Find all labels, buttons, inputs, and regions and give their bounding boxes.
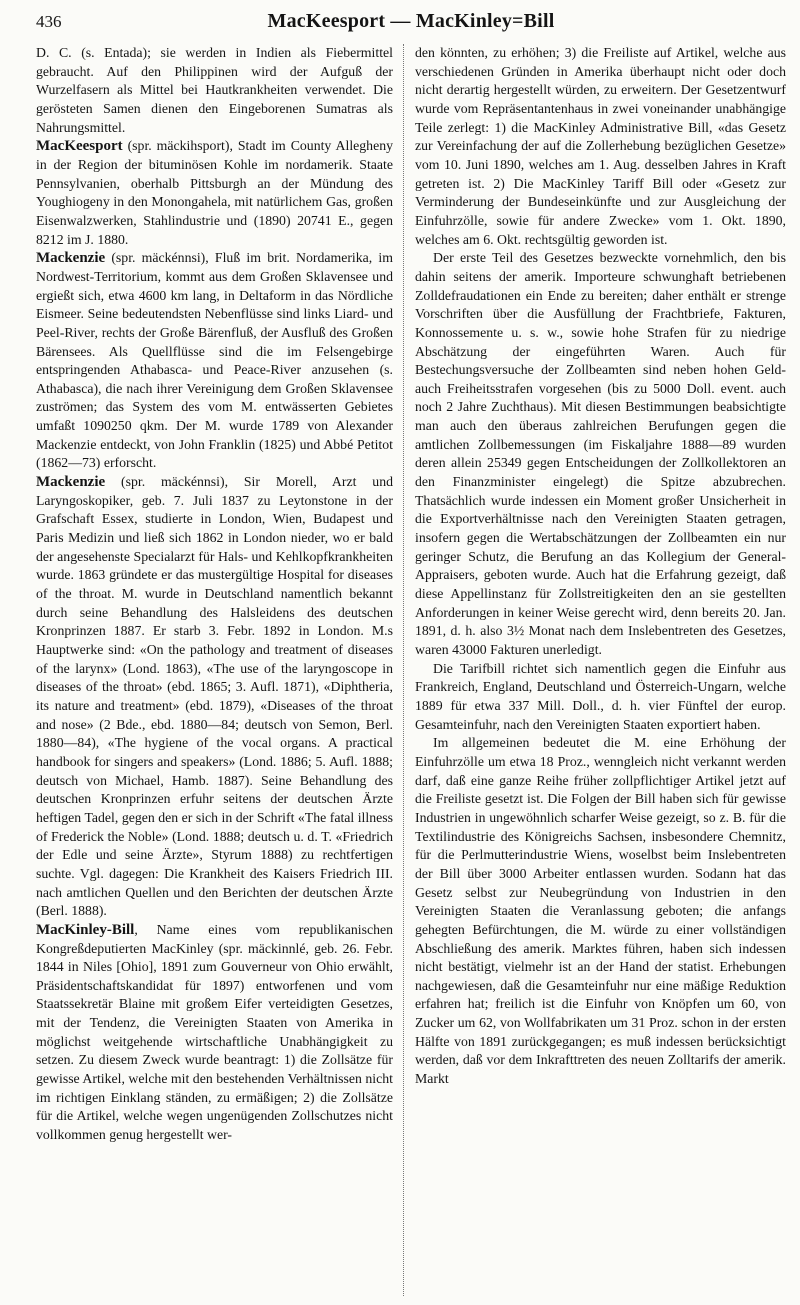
- entry-text: , Name eines vom republikanischen Kongreßdeputierten MacKinley (spr. mäckinnlé, geb. 26. Febr. 1844 in Niles [Ohio], 1891 zum Gouverneur von Ohio erwählt, Präsidentschaftskandidat für 1897) entworfenen und vom Staatssekretär Blaine mit großem Eifer verteidigten Gesetzes, mit der Tendenz, die Vereinigten Staaten von Amerika in möglichst weitgehende wirtschaftliche Unabhängigkeit zu setzen. Zu diesem Zweck wurde beantragt: 1) die Zollsätze für gewisse Artikel, welche mit den bestehenden Verhältnissen nicht im richtigen Einklang ständen, zu ermäßigen; 2) die Zollsätze für die Artikel, welche wegen ungenügenden Zollschutzes nicht vollkommen genug hergestellt wer-: [36, 921, 393, 1143]
- entry-text: (spr. mäckihsport), Stadt im County Allegheny in der Region der bituminösen Kohle im nordamerik. Staate Pennsylvanien, oberhalb Pittsburgh an der Mündung des Youghiogeny in den Monongahela, mit natürlichem Gas, großen Eisenwalzwerken, Stahlindustrie und (1890) 20741 E., gegen 8212 im J. 1880.: [36, 138, 393, 247]
- dictionary-entry: [36, 921, 393, 1145]
- entry-headword: MacKeesport: [36, 138, 123, 155]
- right-column: [415, 44, 786, 1296]
- paragraph: Der erste Teil des Gesetzes bezweckte vornehmlich, den bis dahin seitens der amerik. Importeure schwunghaft betriebenen Zolldefraudationen ein Ende zu bereiten; daher enthält er strenge Vorschriften über die Ausfüllung der Frachtbriefe, Fakturen, Konnossemente u. s. w., sowie hohe Strafen für zu niedrige Abschätzung der eingeführten Waren. Auch für Bestechungsversuche der Zollbeamten sind neben hohen Geld- auch Freiheitsstrafen vorgesehen (bis zu 5000 Doll. event. auch noch 2 Jahre Zuchthaus). Mit diesen Bestimmungen beabsichtigte man auch den überaus zahlreichen Berufungen gegen die amtlichen Zollbemessungen (im Fiskaljahre 1888—89 wurden deren allein 25349 gegen Entscheidungen der Zollkollektoren an den Finanzminister eingelegt) die Spitze abzubrechen. Thatsächlich wurde indessen ein Moment großer Unsicherheit in die Exportverhältnisse nach den Vereinigten Staaten getragen, insofern gegen die Wertabschätzungen der Zollbeamten ein nur geringer Schutz, die Berufung an das Kollegium der General-Appraisers, geboten wurde. Auch hat die Erfahrung gezeigt, daß diese Appellinstanz für Zollstreitigkeiten den an sie gestellten Anforderungen in keiner Weise gerecht wird, denn bereits 20. Jan. 1891, d. h. also 3½ Monat nach dem Inslebentreten des Gesetzes, waren 43000 Fakturen unerledigt.: [415, 250, 786, 657]
- entry-headword: Mackenzie: [36, 474, 106, 491]
- paragraph: Die Tarifbill richtet sich namentlich gegen die Einfuhr aus Frankreich, England, Deutschland und Österreich-Ungarn, welche 1889 für etwa 337 Mill. Doll., d. h. vier Fünftel der europ. Gesamteinfuhr, nach den Vereinigten Staaten exportiert haben.: [415, 660, 786, 732]
- entry-text: (spr. mäckénnsi), Fluß im brit. Nordamerika, im Nordwest-Territorium, kommt aus dem Großen Sklavensee und ergießt sich, etwa 4600 km lang, in Deltaform in das Nördliche Eismeer. Seine bedeutendsten Nebenflüsse sind links Liard- und Peel-River, rechts der Große Bärenfluß, der Ausfluß des Großen Bärensees. Als Quellflüsse sind die im Felsengebirge entspringenden Athabasca- und Peace-River anzusehen (s. Athabasca), die nach ihrer Vereinigung dem Großen Sklavensee zuströmen; das System des vom M. entwässerten Gebietes umfaßt 1090250 qkm. Der M. wurde 1789 von Alexander Mackenzie entdeckt, von John Franklin (1825) und Abbé Petitot (1862—73) erforscht.: [36, 250, 393, 471]
- page-header: [36, 6, 786, 40]
- paragraph: Im allgemeinen bedeutet die M. eine Erhöhung der Einfuhrzölle um etwa 18 Proz., wenngleich nicht verkannt werden darf, daß eine ganze Reihe früher zollpflichtiger Artikel jetzt auf die Freiliste gesetzt ist. Die Folgen der Bill haben sich für gewisse Industrien in ungewöhnlich scharfer Weise gezeigt, so z. B. für die Textilindustrie des Königreichs Sachsen, insbesondere Chemnitz, für die Perlmutterindustrie Wiens, woselbst beim Inslebentreten der Bill über 3000 Arbeiter entlassen wurden. Sodann hat das Gesetz selbst zur Neubegründung von Industrien in den Vereinigten Staaten die Veranlassung geboten; die anfangs gehegten Befürchtungen, die M. würde zu einer vollständigen Abschließung des amerik. Marktes führen, haben sich indessen nicht bestätigt, vielmehr ist an der Hand der statist. Erhebungen nachgewiesen, daß die Gesamteinfuhr nur eine mäßige Reduktion erfahren hat; freilich ist die Einfuhr von Knöpfen um 60, von Zucker um 62, von Wollfabrikaten um 31 Proz. schon in der ersten Hälfte von 1891 zurückgegangen; es muß indessen berücksichtigt werden, daß vor dem Inkrafttreten des neuen Zolltarifs der amerik. Markt: [415, 735, 786, 1087]
- entry-headword: Mackenzie: [36, 250, 106, 267]
- dictionary-entry: [36, 473, 393, 921]
- dictionary-entry: [36, 249, 393, 473]
- entry-headword: MacKinley-Bill: [36, 921, 135, 938]
- column-divider: [403, 44, 404, 1296]
- entry-text: (spr. mäckénnsi), Sir Morell, Arzt und Laryngoskopiker, geb. 7. Juli 1837 zu Leytonstone in der Grafschaft Essex, studierte in London, Wien, Budapest und Paris Medizin und ließ sich 1862 in London nieder, wo er bald der angesehenste Specialarzt für Hals- und Kehlkopfkrankheiten wurde. 1863 gründete er das mustergültige Hospital for diseases of the throat. M. wurde in Deutschland namentlich bekannt durch seine Behandlung des Halsleidens des deutschen Kronprinzen 1887. Er starb 3. Febr. 1892 in London. M.s Hauptwerke sind: «On the pathology and treatment of diseases of the larynx» (Lond. 1863), «The use of the laryngoscope in diseases of the throat» (ebd. 1865; 3. Aufl. 1871), «Diphtheria, its nature and treatment» (ebd. 1879), «Diseases of the throat and nose» (2 Bde., ebd. 1880—84; deutsch von Semon, Berl. 1880—84), «The hygiene of the vocal organs. A practical handbook for singers and speakers» (Lond. 1886; 5. Aufl. 1888; deutsch von Michael, Hamb. 1887). Seine Behandlung des deutschen Kronprinzen erfuhr seitens der deutschen Ärzte heftigen Tadel, gegen den er sich in der Schrift «The fatal illness of Frederick the Noble» (Lond. 1888; deutsch u. d. T. «Friedrich der Edle und seine Ärzte», Styrum 1888) zu rechtfertigen suchte. Vgl. dagegen: Die Krankheit des Kaisers Friedrich III. nach amtlichen Quellen und den Berichten der deutschen Ärzte (Berl. 1888).: [36, 474, 393, 919]
- continued-text: D. C. (s. Entada); sie werden in Indien als Fiebermittel gebraucht. Auf den Philippinen wird der Aufguß der Wurzelfasern als Mittel bei Hautkrankheiten verwendet. Die gerösteten Samen dienen den Eingeborenen Sumatras als Nahrungsmittel.: [36, 45, 393, 135]
- left-column: [36, 44, 393, 1296]
- page-number: 436: [36, 12, 62, 31]
- continued-text: den könnten, zu erhöhen; 3) die Freiliste auf Artikel, welche aus verschiedenen Gründen in Amerika überhaupt nicht oder doch nicht derartig hergestellt würden, zu erweitern. Der Gesetzentwurf wurde vom Repräsentantenhaus in zwei voneinander unabhängige Teile zerlegt: 1) die MacKinley Administrative Bill, «das Gesetz zur Vereinfachung der auf die Zollerhebung bezüglichen Gesetze» vom 10. Juni 1890, welches am 1. Aug. desselben Jahres in Kraft getreten ist. 2) Die MacKinley Tariff Bill oder «Gesetz zur Verminderung der Bundeseinkünfte und zur Ausgleichung der Einfuhrzölle, sowie für andere Zwecke» vom 1. Okt. 1890, welches am 6. Okt. rechtsgültig geworden ist.: [415, 45, 786, 247]
- dictionary-entry: [36, 137, 393, 249]
- running-head: MacKeesport — MacKinley=Bill: [267, 10, 555, 32]
